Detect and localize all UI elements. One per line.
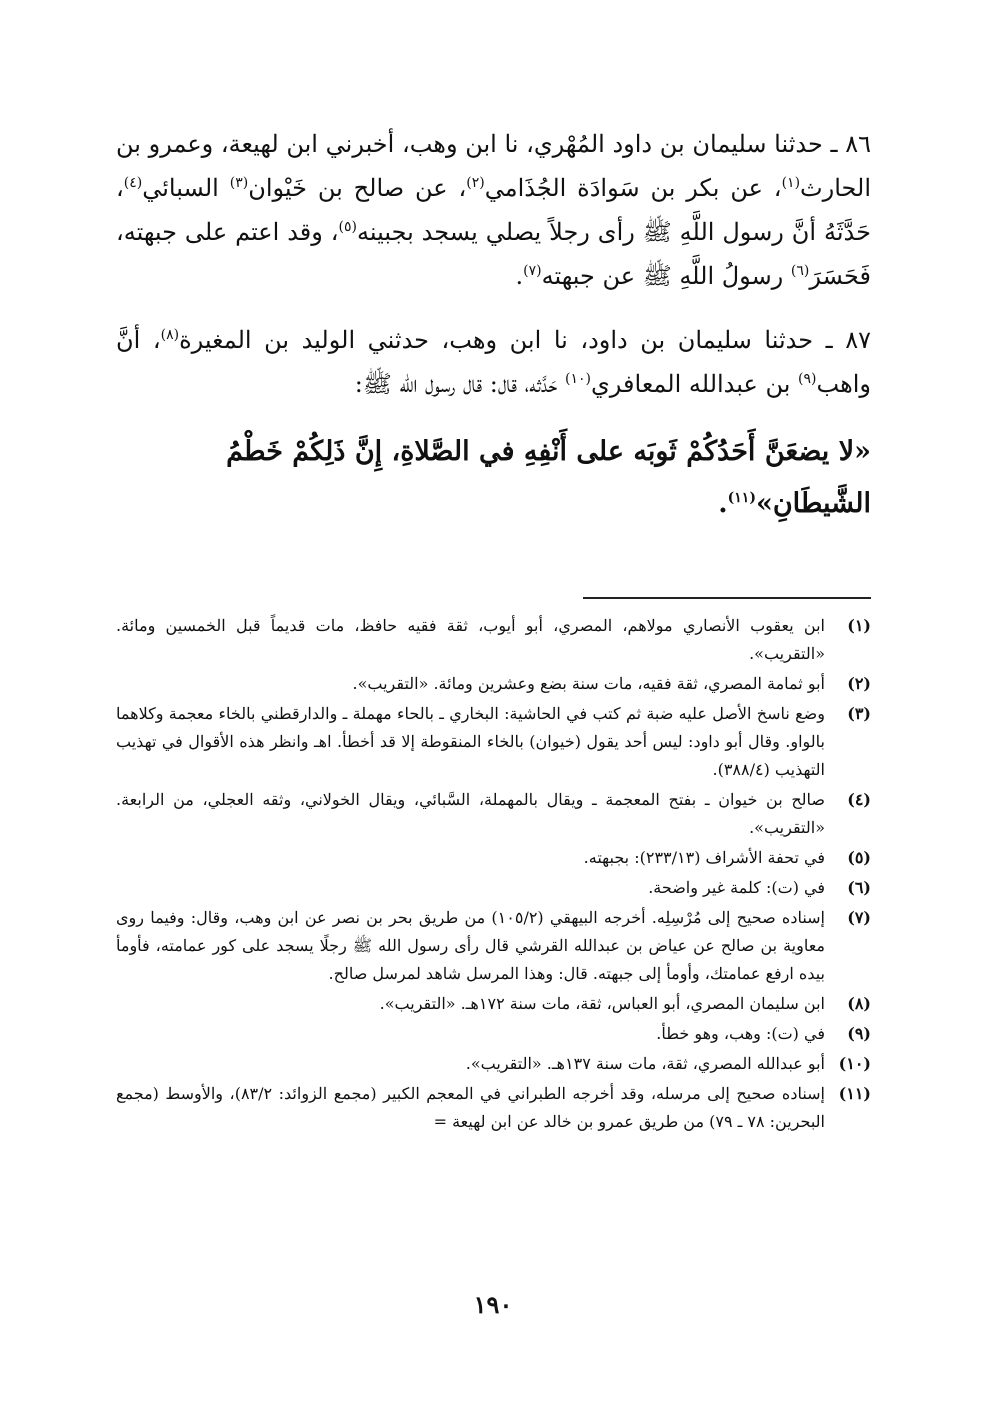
footnote-ref: (١١) xyxy=(727,490,756,506)
footnote xyxy=(116,874,871,902)
footnote-ref: (٤) xyxy=(123,175,143,191)
footnote-number: (١١) xyxy=(838,1084,871,1103)
footnote-ref: (٩) xyxy=(798,371,817,387)
footnote-number: (١) xyxy=(847,616,871,635)
footnote xyxy=(116,612,871,668)
footnote xyxy=(116,670,871,698)
footnote-text: أبو عبدالله المصري، ثقة، مات سنة ١٣٧هـ. «التقريب». xyxy=(465,1054,825,1073)
footnote-ref: (١٠) xyxy=(565,371,591,387)
footnote-separator xyxy=(583,597,871,599)
hadith-text: حَدَّثه، قال: قال رسول الله ﷺ: xyxy=(354,370,566,398)
hadith-text: رسولُ اللَّهِ ﷺ عن جبهته xyxy=(541,262,791,290)
footnote xyxy=(116,1050,871,1078)
hadith-text: حدثنا سليمان بن داود المُهْري، نا ابن وهب، أخبرني ابن لهيعة، وعمرو بن الحارث xyxy=(116,130,871,202)
footnote-ref: (٧) xyxy=(523,263,542,279)
footnote-ref: (٨) xyxy=(160,327,180,343)
hadith-number: ٨٦ ـ xyxy=(830,130,871,158)
footnote xyxy=(116,786,871,842)
footnote xyxy=(116,1080,871,1136)
hadith-text: ، عن صالح بن خَيْوان xyxy=(248,174,467,202)
footnote-text: ابن يعقوب الأنصاري مولاهم، المصري، أبو أيوب، ثقة فقيه حافظ، مات قديماً قبل الخمسين ومائة. «التقريب». xyxy=(116,616,825,663)
footnote-ref: (١) xyxy=(781,175,801,191)
footnote-text: في (ت): كلمة غير واضحة. xyxy=(648,878,825,897)
hadith-86 xyxy=(116,122,871,298)
footnote-number: (٢) xyxy=(847,674,871,693)
hadith-text: . xyxy=(515,262,524,290)
quote-text: «لا يضعَنَّ أَحَدُكُمْ ثَوبَه على أَنْفِهِ في الصَّلاةِ، إِنَّ ذَلِكُمْ خَطْمُ الشَّيطَانِ» xyxy=(226,436,871,519)
footnote-number: (٥) xyxy=(847,848,871,867)
footnotes-list xyxy=(116,612,871,1138)
footnote-text: أبو ثمامة المصري، ثقة فقيه، مات سنة بضع وعشرين ومائة. «التقريب». xyxy=(352,674,825,693)
hadith-text: ، حَدَّثَهُ أنَّ رسول اللَّهِ ﷺ رأى رجلاً يصلي يسجد بجبينه xyxy=(116,174,871,246)
footnote-number: (٤) xyxy=(847,790,871,809)
footnote xyxy=(116,700,871,784)
hadith-text: ، أنَّ واهب xyxy=(116,326,871,398)
quote-end: . xyxy=(718,488,728,519)
footnote-number: (٧) xyxy=(847,908,871,927)
footnote xyxy=(116,844,871,872)
footnote xyxy=(116,990,871,1018)
footnote-text: في تحفة الأشراف (٢٣٣/١٣): بجبهته. xyxy=(583,848,825,867)
hadith-text: ، عن بكر بن سَوادَة الجُذَامي xyxy=(484,174,782,202)
footnote-text: إسناده صحيح إلى مُرْسِلِه. أخرجه البيهقي (١٠٥/٢) من طريق بحر بن نصر عن ابن وهب، وقال: وفيما روى معاوية بن صالح عن عياض بن عبدالله القرشي قال رأى رسول الله ﷺ رجلًا يسجد على كور عمامته، فأومأ بيده ارفع عمامتك، وأومأ إلى جبهته. قال: وهذا المرسل شاهد لمرسل صالح. xyxy=(116,908,825,983)
main-text xyxy=(116,122,871,530)
hadith-text: السبائي xyxy=(142,174,230,202)
hadith-text: ، وقد اعتم على جبهته، فَحَسَرَ xyxy=(116,218,871,290)
footnote-text: صالح بن خيوان ـ بفتح المعجمة ـ ويقال بالمهملة، السَّبائي، ويقال الخولاني، وثقه العجلي، من الرابعة. «التقريب». xyxy=(116,790,826,837)
footnote-text: وضع ناسخ الأصل عليه ضبة ثم كتب في الحاشية: البخاري ـ بالحاء مهملة ـ والدارقطني بالخاء معجمة وكلاهما بالواو. وقال أبو داود: ليس أحد يقول (خيوان) بالخاء المنقوطة إلا قد أخطأ. اهـ وانظر هذه الأقوال في تهذيب التهذيب (٣٨٨/٤). xyxy=(116,704,825,779)
hadith-number: ٨٧ ـ xyxy=(825,326,871,354)
footnote-ref: (٥) xyxy=(338,219,357,235)
footnote-number: (٦) xyxy=(847,878,871,897)
footnote-ref: (٢) xyxy=(466,175,485,191)
prophetic-quote xyxy=(116,426,871,530)
footnote-number: (٨) xyxy=(847,994,871,1013)
footnote xyxy=(116,1020,871,1048)
hadith-87 xyxy=(116,318,871,406)
hadith-text: بن عبدالله المعافري xyxy=(591,370,799,398)
footnote-number: (٩) xyxy=(847,1024,871,1043)
footnote-text: ابن سليمان المصري، أبو العباس، ثقة، مات سنة ١٧٢هـ. «التقريب». xyxy=(379,994,825,1013)
footnote xyxy=(116,904,871,988)
footnote-ref: (٦) xyxy=(790,263,810,279)
footnote-number: (١٠) xyxy=(838,1054,871,1073)
page-number: ١٩٠ xyxy=(473,1290,513,1319)
footnote-text: في (ت): وهب، وهو خطأ. xyxy=(656,1024,825,1043)
footnote-number: (٣) xyxy=(847,704,871,723)
footnote-ref: (٣) xyxy=(229,175,249,191)
footnote-text: إسناده صحيح إلى مرسله، وقد أخرجه الطبراني في المعجم الكبير (مجمع الزوائد: ٨٣/٢)، والأوسط (مجمع البحرين: ٧٨ ـ ٧٩) من طريق عمرو بن خالد عن ابن لهيعة = xyxy=(116,1084,825,1131)
hadith-text: حدثنا سليمان بن داود، نا ابن وهب، حدثني الوليد بن المغيرة xyxy=(179,326,814,354)
